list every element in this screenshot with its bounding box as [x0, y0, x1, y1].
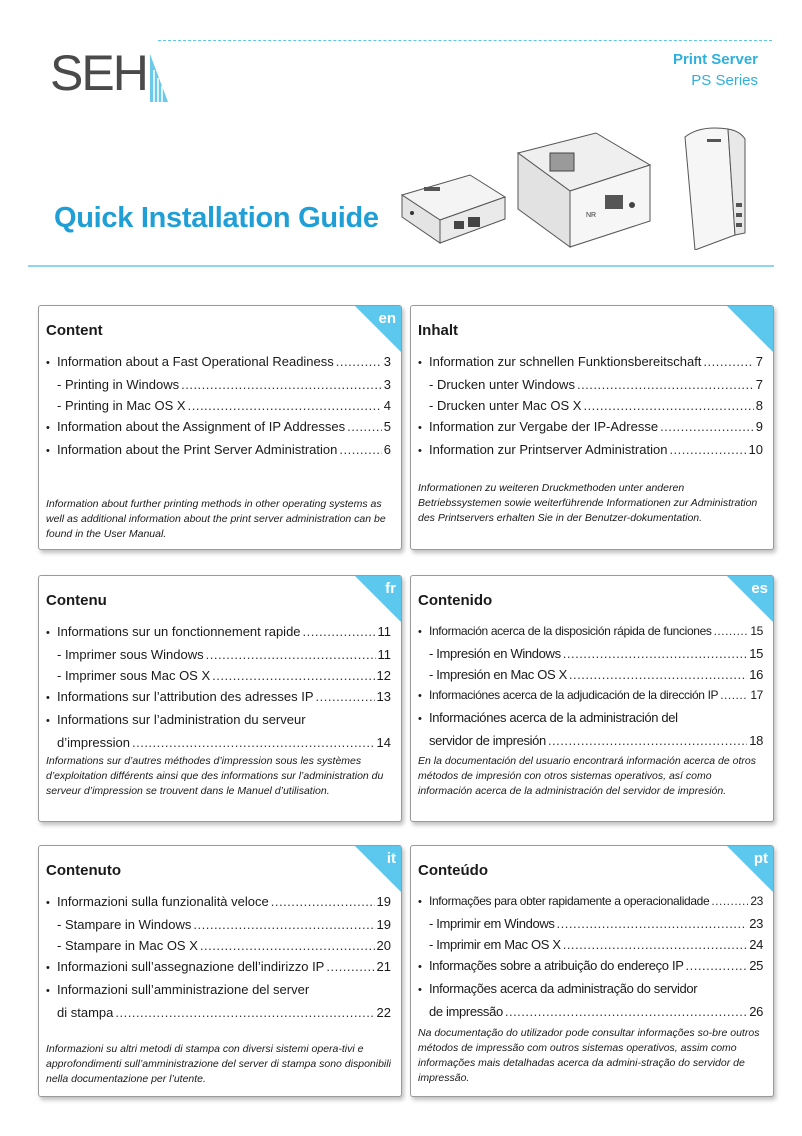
- toc-item: • Información acerca de la disposición rápida de funciones ..... 15: [418, 621, 763, 643]
- section-note: Information about further printing methods in other operating systems as well as additional information about the print server administration can be found in the User Manual.: [46, 498, 386, 540]
- toc-item: - Impresión en Mac OS X ..... 16: [418, 664, 763, 685]
- section-heading: Content: [46, 322, 103, 339]
- leader-dots: [347, 416, 382, 437]
- section-en: [38, 305, 402, 550]
- page-number: 3: [383, 354, 391, 369]
- page-number: 17: [750, 688, 763, 702]
- page-number: 21: [376, 959, 391, 974]
- page-number: 13: [376, 689, 391, 704]
- leader-dots: [660, 416, 754, 437]
- leader-dots: [200, 935, 375, 956]
- page-number: 7: [755, 354, 763, 369]
- leader-dots: [583, 395, 753, 416]
- leader-dots: [193, 914, 374, 935]
- page-number: 24: [749, 937, 763, 952]
- leader-dots: [548, 730, 747, 751]
- leader-dots: [303, 621, 376, 642]
- leader-dots: [188, 395, 382, 416]
- section-note: Informationen zu weiteren Druckmethoden unter anderen Betriebssystemen sowie weiterführende Informationen zur Administration des Printservers erhalten Sie in der Benutzer-dokumentation.: [418, 482, 758, 524]
- section-es: [410, 575, 774, 822]
- page-number: 23: [750, 894, 763, 908]
- bullet-icon: •: [46, 897, 50, 909]
- leader-dots: [326, 956, 374, 977]
- bullet-icon: •: [46, 985, 50, 997]
- page-number: 26: [749, 1004, 763, 1019]
- section-note: Na documentação do utilizador pode consultar informações so-bre outros métodos de impressão com outros sistemas operativos, assim como informações mais detalhadas acerca da admini-stração do servidor de impressão.: [418, 1027, 760, 1084]
- toc-item: • Information zur Printserver Administration ..... 10: [418, 439, 763, 462]
- toc-item: • Informaciónes acerca de la administración del: [418, 707, 763, 730]
- lang-label-pt: pt: [753, 850, 768, 867]
- bullet-icon: •: [46, 715, 50, 727]
- toc-item: • Informations sur l’attribution des adresses IP ..... 13: [46, 686, 391, 709]
- leader-dots: [505, 1001, 747, 1022]
- toc-item: • Information zur schnellen Funktionsbereitschaft ..... 7: [418, 351, 763, 374]
- toc-item: - Stampare in Mac OS X ..... 20: [46, 935, 391, 956]
- toc-item: - Imprimir em Mac OS X ..... 24: [418, 934, 763, 955]
- network-card-icon: [518, 133, 650, 247]
- toc-item: • Informazioni sull’assegnazione dell’indirizzo IP ..... 21: [46, 956, 391, 979]
- leader-dots: [132, 732, 375, 753]
- bullet-icon: •: [418, 357, 422, 369]
- toc-item: • Information about the Print Server Administration ..... 6: [46, 439, 391, 462]
- series-line-2: PS Series: [691, 72, 758, 89]
- page-number: 5: [383, 419, 391, 434]
- bullet-icon: •: [46, 627, 50, 639]
- toc-item: • Informações para obter rapidamente a operacionalidade ..... 23: [418, 891, 763, 913]
- lang-corner: [727, 306, 773, 352]
- bullet-icon: •: [46, 357, 50, 369]
- page-title: Quick Installation Guide: [54, 202, 379, 234]
- section-heading: Contenuto: [46, 862, 121, 879]
- section-note: Informazioni su altri metodi di stampa con diversi sistemi opera-tivi e approfondimenti sull’amministrazione del server di stampa sono disponibili nella documentazione per l’utente.: [46, 1043, 391, 1085]
- bullet-icon: •: [46, 692, 50, 704]
- leader-dots: [569, 664, 747, 685]
- page-number: 14: [376, 735, 391, 750]
- page-number: 15: [750, 624, 763, 638]
- toc-item: • Informazioni sulla funzionalità veloce ..... 19: [46, 891, 391, 914]
- toc-list: [46, 891, 391, 1023]
- page-number: 10: [748, 442, 763, 457]
- leader-dots: [563, 643, 747, 664]
- section-note: En la documentación del usuario encontrará información acerca de otros métodos de impresión con otros sistemas operativos, así como información acerca de la administración del servidor de impresión.: [418, 755, 756, 797]
- page-number: 25: [749, 958, 763, 973]
- leader-dots: [181, 374, 382, 395]
- toc-item: • Informations sur un fonctionnement rapide ..... 11: [46, 621, 391, 644]
- section-heading: Conteúdo: [418, 862, 488, 879]
- page-number: 20: [376, 938, 391, 953]
- leader-dots: [271, 891, 375, 912]
- leader-dots: [212, 665, 374, 686]
- leader-dots: [557, 913, 748, 934]
- toc-item: • Informazioni sull’amministrazione del server: [46, 979, 391, 1002]
- toc-item: d’impression ..... 14: [46, 732, 391, 753]
- leader-dots: [563, 934, 748, 955]
- toc-item: - Imprimer sous Windows ..... 11: [46, 644, 391, 665]
- desktop-server-icon: [402, 175, 505, 243]
- leader-dots: [669, 439, 746, 460]
- leader-dots: [206, 644, 376, 665]
- toc-item: • Information zur Vergabe der IP-Adresse ..... 9: [418, 416, 763, 439]
- svg-text:NR: NR: [586, 212, 597, 219]
- page-number: 11: [377, 624, 391, 639]
- toc-item: • Informações sobre a atribuição do endereço IP ..... 25: [418, 955, 763, 978]
- toc-item: • Informaciónes acerca de la adjudicación de la dirección IP ..... 17: [418, 685, 763, 707]
- tower-server-icon: [685, 128, 745, 250]
- section-heading: Contenido: [418, 592, 493, 609]
- page-number: 23: [749, 916, 763, 931]
- toc-item: servidor de impresión ..... 18: [418, 730, 763, 751]
- toc-item: • Information about the Assignment of IP Addresses ..... 5: [46, 416, 391, 439]
- leader-dots: [339, 439, 381, 460]
- toc-item: - Stampare in Windows ..... 19: [46, 914, 391, 935]
- leader-dots: [686, 955, 748, 976]
- title-separator: [28, 265, 774, 267]
- section-heading: Inhalt: [418, 322, 458, 339]
- product-series: [673, 49, 758, 91]
- leader-dots: [703, 351, 753, 372]
- toc-list: [418, 351, 763, 462]
- section-heading: Contenu: [46, 592, 107, 609]
- page-number: 22: [376, 1005, 391, 1020]
- logo-stripes-icon: [50, 40, 170, 105]
- toc-item: • Information about a Fast Operational Readiness ..... 3: [46, 351, 391, 374]
- toc-item: • Informations sur l’administration du serveur: [46, 709, 391, 732]
- section-fr: [38, 575, 402, 822]
- bullet-icon: •: [46, 422, 50, 434]
- bullet-icon: •: [418, 984, 422, 996]
- leader-dots: [115, 1002, 374, 1023]
- toc-item: - Impresión en Windows ..... 15: [418, 643, 763, 664]
- bullet-icon: •: [418, 690, 422, 702]
- leader-dots: [316, 686, 375, 707]
- toc-item: - Imprimir em Windows ..... 23: [418, 913, 763, 934]
- bullet-icon: •: [46, 445, 50, 457]
- bullet-icon: •: [418, 713, 422, 725]
- leader-dots: [711, 891, 748, 912]
- header-dashed-line: [158, 40, 772, 41]
- bullet-icon: •: [418, 626, 422, 638]
- page-number: 9: [755, 419, 763, 434]
- leader-dots: [577, 374, 754, 395]
- bullet-icon: •: [46, 962, 50, 974]
- toc-item: de impressão ..... 26: [418, 1001, 763, 1022]
- series-line-1: Print Server: [672, 51, 758, 68]
- seh-logo: [50, 40, 170, 105]
- bullet-icon: •: [418, 445, 422, 457]
- leader-dots: [714, 621, 749, 642]
- page-number: 18: [749, 733, 763, 748]
- bullet-icon: •: [418, 961, 422, 973]
- toc-list: [418, 621, 763, 751]
- toc-item: di stampa ..... 22: [46, 1002, 391, 1023]
- page-number: 7: [755, 377, 763, 392]
- toc-item: - Drucken unter Windows ..... 7: [418, 374, 763, 395]
- page-number: 15: [749, 646, 763, 661]
- toc-item: • Informações acerca da administração do servidor: [418, 978, 763, 1001]
- page-number: 3: [383, 377, 391, 392]
- lang-label-es: es: [751, 580, 768, 597]
- logo-text: SEH: [50, 45, 147, 101]
- section-it: [38, 845, 402, 1097]
- lang-label-fr: fr: [385, 580, 396, 597]
- leader-dots: [720, 685, 748, 706]
- print-server-devices-image: [400, 125, 770, 250]
- toc-list: [46, 351, 391, 462]
- section-pt: [410, 845, 774, 1097]
- page-number: 8: [755, 398, 763, 413]
- bullet-icon: •: [418, 422, 422, 434]
- page-number: 12: [376, 668, 391, 683]
- leader-dots: [336, 351, 382, 372]
- section-de: [410, 305, 774, 550]
- page-number: 19: [376, 917, 391, 932]
- lang-label-en: en: [378, 310, 396, 327]
- page-number: 11: [377, 647, 391, 662]
- toc-list: [46, 621, 391, 753]
- toc-list: [418, 891, 763, 1022]
- toc-item: - Printing in Windows ..... 3: [46, 374, 391, 395]
- page-number: 19: [376, 894, 391, 909]
- section-note: Informations sur d’autres méthodes d’impression sous les systèmes d’exploitation différents ainsi que des informations sur l’administration du serveur d’impression se trouvent dans le Manuel d’utilisation.: [46, 755, 384, 797]
- toc-item: - Printing in Mac OS X ..... 4: [46, 395, 391, 416]
- bullet-icon: •: [418, 896, 422, 908]
- page-number: 16: [749, 667, 763, 682]
- toc-item: - Imprimer sous Mac OS X ..... 12: [46, 665, 391, 686]
- page-number: 4: [383, 398, 391, 413]
- lang-label-it: it: [386, 850, 396, 867]
- toc-item: - Drucken unter Mac OS X ..... 8: [418, 395, 763, 416]
- page-number: 6: [383, 442, 391, 457]
